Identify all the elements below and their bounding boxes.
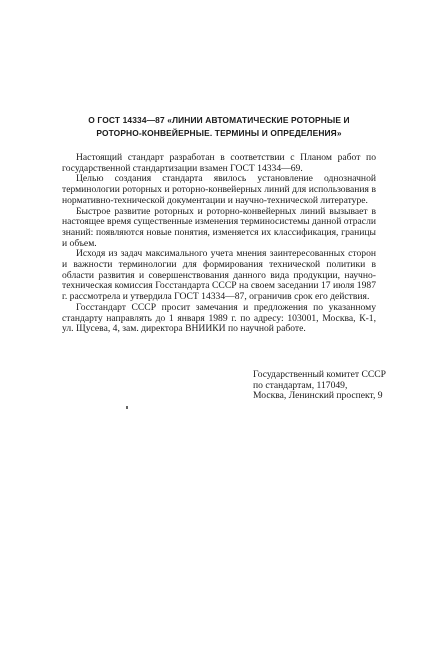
signature-block — [253, 370, 403, 402]
title-line-2: РОТОРНО-КОНВЕЙЕРНЫЕ. ТЕРМИНЫ И ОПРЕДЕЛЕНИЯ» — [96, 127, 342, 138]
paragraph-feedback: Госстандарт СССР просит замечания и предложения по указанному стандарту направлять до 1 января 1989 г. по адресу: 103001, Москва, К-1, ул. Щусева, 4, зам. директора ВНИИКИ по научной работе. — [62, 301, 376, 335]
paragraph-approval: Исходя из задач максимального учета мнения заинтересованных сторон и важности терминологии для формирования технической политики в области развития и совершенствования данного вида продукции, научно-техническая комиссия Госстандарта СССР на своем заседании 17 июля 1987 г. рассмотрела и утвердила ГОСТ 14334—87, ограничив срок его действия. — [62, 248, 376, 303]
title-line-1: О ГОСТ 14334—87 «ЛИНИИ АВТОМАТИЧЕСКИЕ РОТОРНЫЕ И — [88, 115, 350, 125]
paragraph-intro: Настоящий стандарт разработан в соответствии с Планом работ по государственной стандартизации взамен ГОСТ 14334—69. — [62, 152, 376, 174]
signature-line-2: по стандартам, 117049, — [253, 379, 348, 391]
signature-line-3: Москва, Ленинский проспект, 9 — [253, 390, 383, 402]
scan-speck — [126, 406, 128, 409]
document-title — [60, 114, 378, 139]
document-body — [62, 153, 376, 335]
signature-line-1: Государственный комитет СССР — [253, 369, 386, 380]
paragraph-purpose: Целью создания стандарта явилось установление однозначной терминологии роторных и роторно-конвейерных линий для использования в нормативно-технической документации и научно-технической литературе. — [62, 173, 376, 206]
paragraph-development: Быстрое развитие роторных и роторно-конвейерных линий вызывает в настоящее время существенные изменения терминосистемы данной отрасли знаний: появляются новые понятия, изменяется их классификация, границы и объем. — [62, 205, 376, 249]
